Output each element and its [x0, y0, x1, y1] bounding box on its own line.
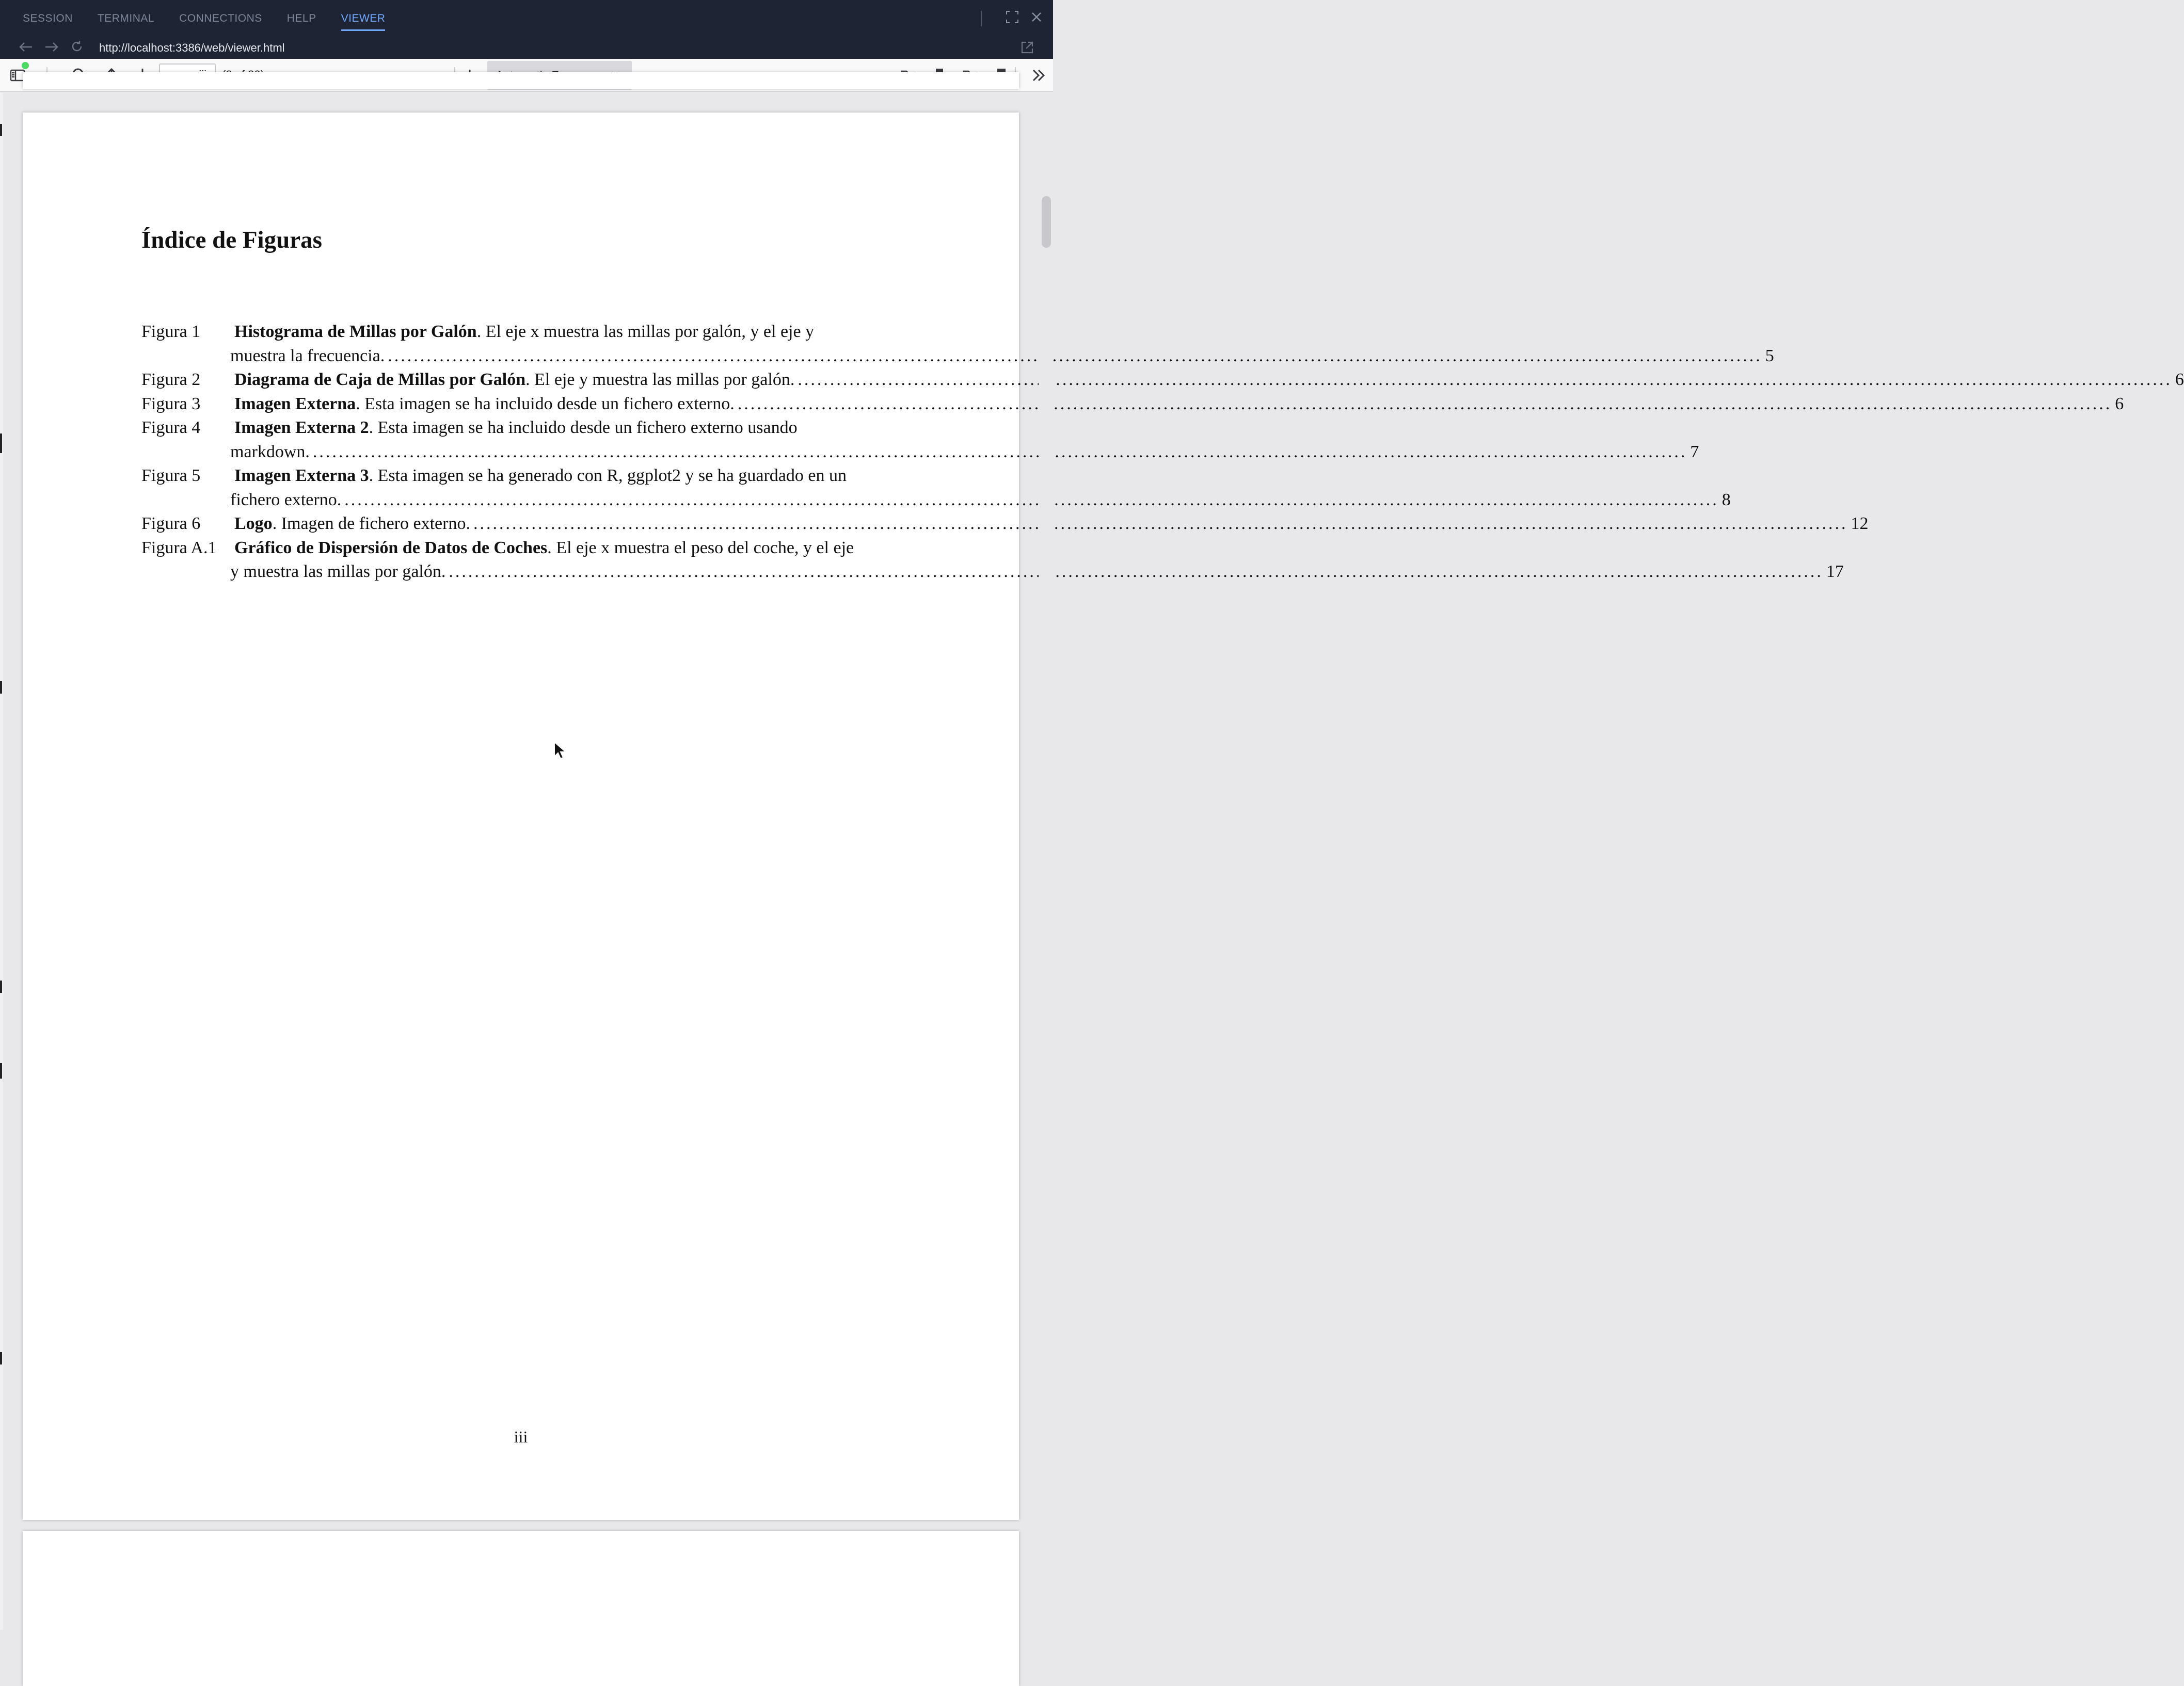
lof-figure-number: Figura 2: [141, 370, 201, 389]
page-footer-number: iii: [514, 1427, 528, 1446]
lof-page-number: 7: [1690, 442, 1699, 461]
app-tab-bar: [0, 0, 1053, 37]
lof-caption-text: markdown.: [230, 442, 310, 461]
lof-leader-dots: [388, 344, 1762, 368]
gutter-mark: [0, 681, 2, 694]
lof-caption-text: fichero externo.: [230, 490, 342, 509]
lof-page-number: 6: [2115, 394, 2124, 413]
lof-figure-title: Imagen Externa: [234, 394, 356, 413]
lof-caption-text: . El eje y muestra las millas por galón.: [525, 370, 795, 389]
forward-arrow-icon[interactable]: [44, 40, 59, 56]
lof-leader-dots: [344, 488, 1719, 512]
lof-caption-text: . Esta imagen se ha incluido desde un fichero externo usando: [369, 418, 798, 437]
lof-caption-text: . El eje x muestra las millas por galón, y el eje y: [476, 322, 815, 341]
lof-entry[interactable]: [141, 320, 1774, 368]
lof-page-number: 5: [1765, 346, 1774, 365]
open-external-icon[interactable]: [1020, 40, 1034, 58]
mouse-cursor-icon: [553, 741, 566, 760]
vertical-scrollbar[interactable]: [1039, 93, 1053, 1630]
lof-page-number: 6: [2175, 370, 2184, 389]
lof-leader-dots: [313, 440, 1687, 464]
lof-leader-dots: [473, 512, 1848, 536]
gutter-mark: [0, 1063, 2, 1079]
window-controls-divider: [981, 11, 982, 26]
double-chevron-right-icon[interactable]: [1029, 66, 1048, 85]
lof-caption-text: . El eje x muestra el peso del coche, y el eje: [547, 538, 854, 557]
lof-entry[interactable]: [141, 536, 1844, 584]
reload-icon[interactable]: [70, 40, 84, 57]
tab-viewer[interactable]: VIEWER: [341, 0, 386, 37]
lof-figure-number: Figura A.1: [141, 538, 217, 557]
lof-figure-title: Histograma de Millas por Galón: [234, 322, 477, 341]
lof-figure-number: Figura 1: [141, 322, 201, 341]
lof-caption-text: muestra la frecuencia.: [230, 346, 385, 365]
gutter-mark: [0, 124, 2, 136]
close-icon[interactable]: [1030, 10, 1043, 27]
url-bar: [0, 37, 1053, 59]
lof-figure-title: Imagen Externa 2: [234, 418, 369, 437]
lof-figure-number: Figura 5: [141, 466, 201, 485]
tab-session[interactable]: SESSION: [23, 12, 73, 24]
lof-page-number: 8: [1721, 490, 1731, 509]
lof-caption-text: y muestra las millas por galón.: [230, 562, 446, 581]
lof-entry[interactable]: [141, 416, 1699, 464]
lof-leader-dots: [738, 392, 2112, 416]
scrollbar-thumb[interactable]: [1042, 196, 1051, 248]
pdf-page-previous: [23, 72, 1019, 89]
lof-caption-text: . Esta imagen se ha incluido desde un fichero externo.: [356, 394, 735, 413]
lof-figure-number: Figura 3: [141, 394, 201, 413]
gutter-mark: [0, 438, 2, 453]
list-of-figures: [141, 320, 2184, 584]
lof-caption-text: . Imagen de fichero externo.: [272, 514, 470, 533]
lof-page-number: 17: [1826, 562, 1844, 581]
lof-figure-title: Diagrama de Caja de Millas por Galón: [234, 370, 526, 389]
lof-entry[interactable]: [141, 464, 1731, 512]
lof-entry[interactable]: [141, 368, 2184, 392]
list-of-figures-heading: Índice de Figuras: [141, 227, 322, 253]
gutter-mark: [0, 1352, 2, 1364]
pdf-viewer-container[interactable]: [0, 93, 2184, 1630]
pdf-page-next: [23, 1531, 1019, 1686]
tab-help[interactable]: HELP: [286, 12, 316, 24]
left-gutter: [0, 93, 3, 1630]
pdf-page-current: [23, 113, 2184, 1520]
lof-page-number: 12: [1851, 514, 1869, 533]
lof-entry[interactable]: [141, 512, 1869, 536]
lof-leader-dots: [798, 368, 2172, 392]
window-controls: [981, 0, 1043, 37]
lof-figure-title: Imagen Externa 3: [234, 466, 369, 485]
lof-figure-title: Logo: [234, 514, 273, 533]
tab-connections[interactable]: CONNECTIONS: [179, 12, 262, 24]
back-arrow-icon[interactable]: [19, 40, 33, 56]
lof-figure-number: Figura 4: [141, 418, 201, 437]
tab-terminal[interactable]: TERMINAL: [97, 12, 155, 24]
lof-entry[interactable]: [141, 392, 2124, 416]
lof-figure-number: Figura 6: [141, 514, 201, 533]
lof-leader-dots: [449, 560, 1823, 584]
lof-figure-title: Gráfico de Dispersión de Datos de Coches: [234, 538, 548, 557]
fullscreen-icon[interactable]: [1006, 10, 1019, 27]
gutter-mark: [0, 981, 2, 993]
url-text[interactable]: http://localhost:3386/web/viewer.html: [99, 41, 285, 54]
lof-caption-text: . Esta imagen se ha generado con R, ggplot2 y se ha guardado en un: [369, 466, 847, 485]
